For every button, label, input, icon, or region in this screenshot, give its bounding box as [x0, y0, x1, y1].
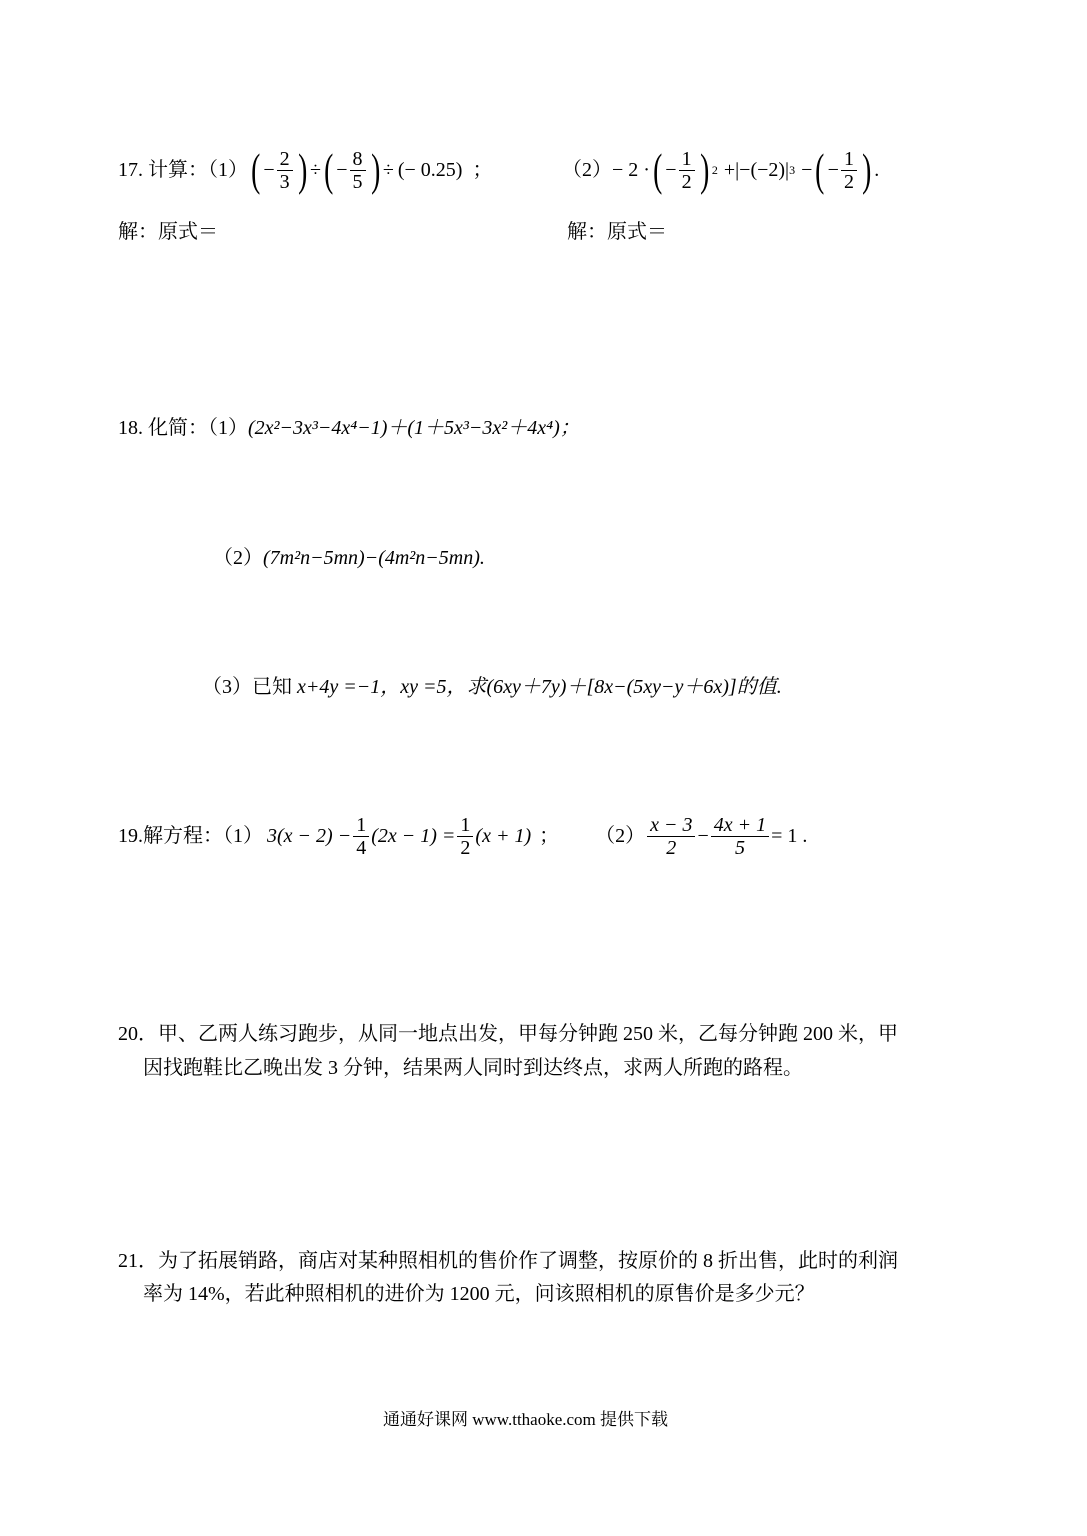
q18-part3-text: x+4y =−1，xy =5，求(6xy＋7y)＋[8x−(5xy−y＋6x)]的值.: [297, 676, 782, 698]
q19-rhs: = 1 .: [771, 825, 808, 847]
q21-line1: 21．为了拓展销路，商店对某种照相机的售价作了调整，按原价的 8 折出售，此时的利润: [118, 1250, 898, 1272]
q17-divide-2: ÷: [382, 159, 394, 181]
paren-open: (: [653, 144, 663, 195]
q19-separator: ；: [539, 825, 560, 847]
fraction-denominator: 2: [666, 836, 677, 859]
q17-answer-left: 解：原式＝: [118, 221, 218, 243]
q17-part2-line: [562, 140, 879, 200]
q17-fraction-8-5: [350, 148, 366, 193]
fraction-denominator: 2: [460, 836, 471, 859]
q19-fraction-x-3-over-2: [647, 814, 695, 859]
q18-part2-label: （2）: [213, 547, 263, 569]
q18-part2: [213, 544, 485, 572]
q17-part2-label: （2）: [562, 159, 612, 181]
fraction-denominator: 3: [279, 170, 290, 193]
fraction-numerator: 8: [352, 147, 363, 170]
fraction-denominator: 4: [356, 836, 367, 859]
exponent-2: 2: [711, 163, 718, 177]
q17-label: 17. 计算：（1）: [118, 159, 248, 181]
page-footer: 通通好课网 www.tthaoke.com 提供下载: [383, 1410, 669, 1429]
fraction-numerator: 1: [681, 147, 692, 170]
q18-part3-label: （3）已知: [202, 676, 292, 698]
q19-part2-label: （2）: [595, 825, 646, 847]
fraction-numerator: 2: [279, 147, 290, 170]
q17-fraction-2-3: [277, 148, 293, 193]
paren-close: ): [370, 144, 380, 195]
q17-period: .: [874, 159, 880, 181]
q17-fraction-1-2-b: [841, 148, 857, 193]
fraction-numerator: 1: [460, 813, 471, 836]
q19-fraction-1-2: [457, 814, 473, 859]
q19-expr1-b: (2x − 1) =: [371, 825, 456, 847]
fraction-numerator: 4x + 1: [713, 813, 767, 836]
q19-minus: −: [697, 825, 709, 847]
q18-part1-label: 18. 化简：（1）: [118, 417, 248, 439]
q18-part1: [118, 414, 580, 442]
q17-expr1-minus: −: [263, 159, 275, 181]
fraction-denominator: 5: [352, 170, 363, 193]
paren-close: ): [699, 144, 709, 195]
paren-open: (: [323, 144, 334, 195]
fraction-numerator: 1: [843, 147, 854, 170]
q19-fraction-4x-1-over-5: [711, 814, 769, 859]
q17-abs-term: |−(−2)|: [735, 159, 790, 181]
q18-part2-expr: (7m²n−5mn)−(4m²n−5mn).: [263, 547, 485, 569]
paren-close: ): [862, 144, 872, 195]
q18-part3: [202, 673, 782, 701]
q17-answer-right: 解：原式＝: [567, 221, 667, 243]
fraction-numerator: x − 3: [650, 813, 693, 836]
q20-line2: 因找跑鞋比乙晚出发 3 分钟，结果两人同时到达终点，求两人所跑的路程。: [143, 1057, 803, 1079]
q17-minus-2: −: [801, 159, 813, 181]
paren-open: (: [251, 144, 261, 195]
q19-expr1-c: (x + 1): [475, 825, 532, 847]
q17-minus-3: −: [827, 159, 839, 181]
fraction-denominator: 2: [843, 170, 854, 193]
q17-separator: ；: [472, 159, 493, 181]
q17-neg-quarter: (− 0.25): [397, 159, 463, 181]
q17-line: [118, 140, 492, 200]
q17-expr1-minus-2: −: [336, 159, 348, 181]
paren-close: ): [297, 144, 307, 195]
q17-plus: +: [723, 159, 736, 181]
fraction-denominator: 2: [681, 170, 692, 193]
q17-fraction-1-2: [679, 148, 695, 193]
q20-line1: 20．甲、乙两人练习跑步，从同一地点出发，甲每分钟跑 250 米，乙每分钟跑 200 米，甲: [118, 1023, 898, 1045]
fraction-numerator: 1: [356, 813, 367, 836]
exponent-3: 3: [789, 163, 796, 177]
q21-line2: 率为 14%，若此种照相机的进价为 1200 元，问该照相机的原售价是多少元？: [143, 1283, 815, 1305]
q19-label: 19.解方程：（1）: [118, 825, 263, 847]
q17-divide-1: ÷: [309, 159, 321, 181]
q19-line: [118, 806, 807, 866]
q19-fraction-1-4: [353, 814, 369, 859]
q17-minus: −: [665, 159, 677, 181]
paren-open: (: [815, 144, 825, 195]
q17-neg-two-dot: − 2 ·: [612, 159, 650, 181]
fraction-denominator: 5: [734, 836, 745, 859]
q18-part1-expr: (2x²−3x³−4x⁴−1)＋(1＋5x³−3x²＋4x⁴)；: [248, 417, 580, 439]
q19-expr1-a: 3(x − 2) −: [267, 825, 352, 847]
